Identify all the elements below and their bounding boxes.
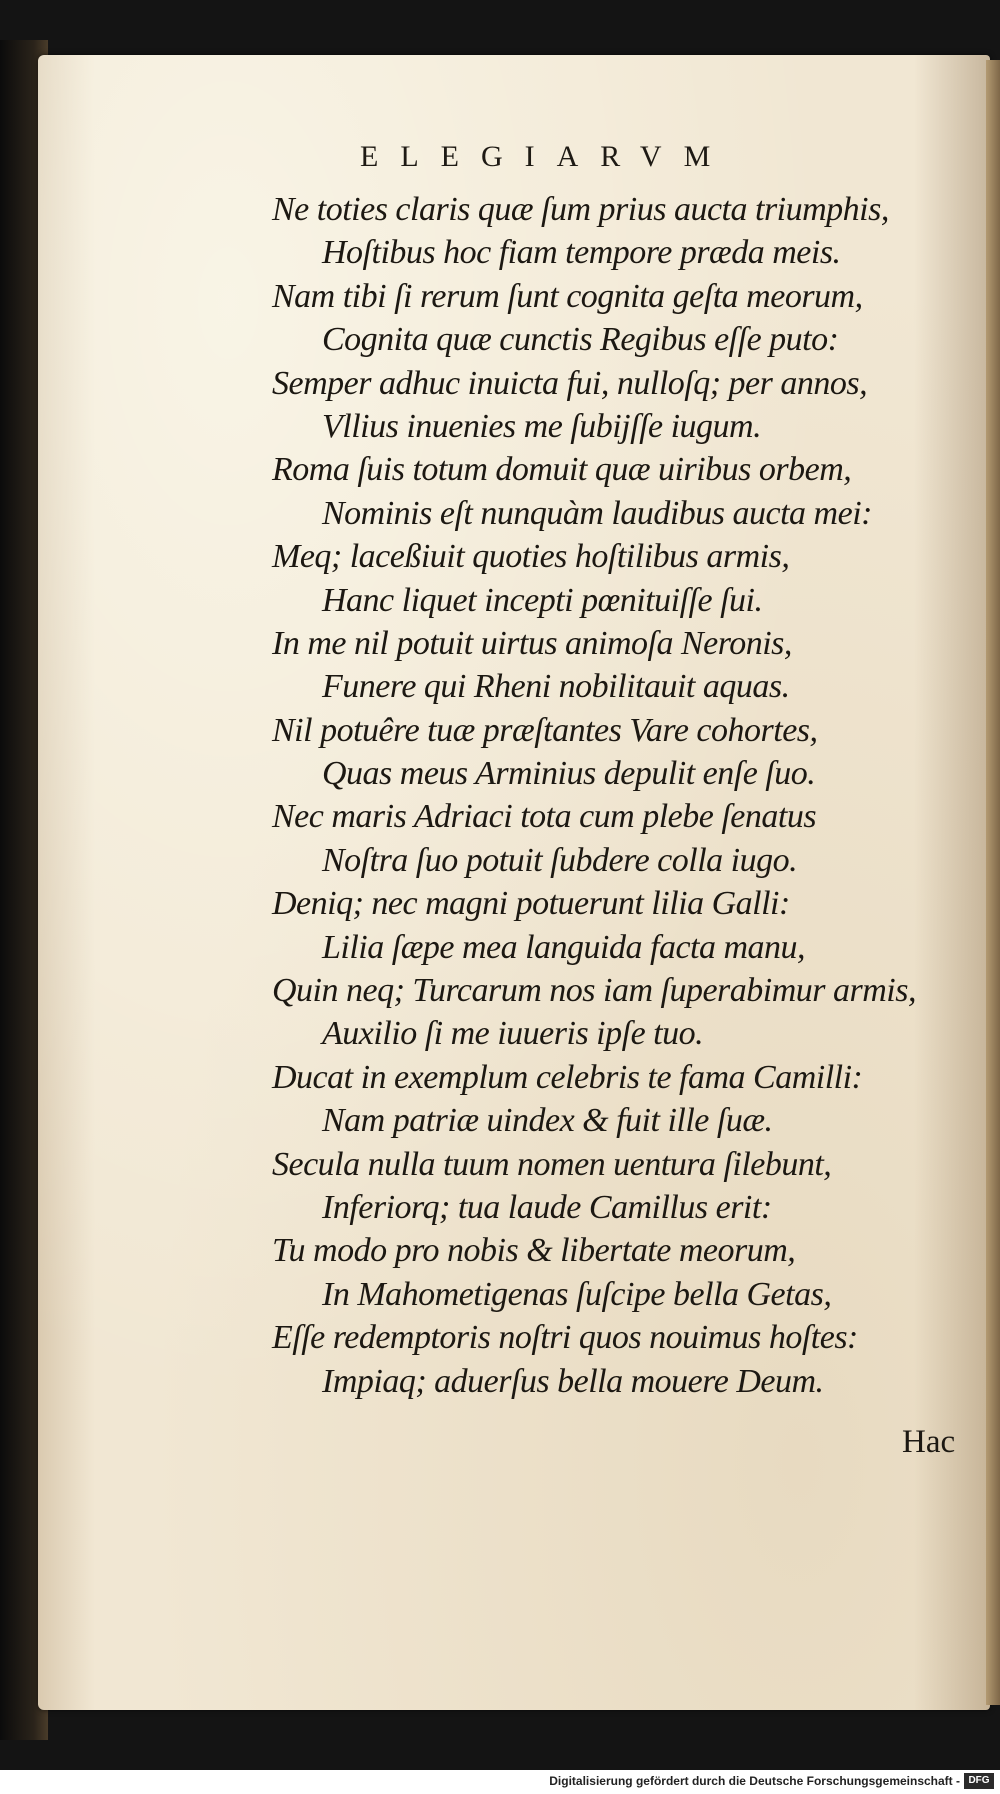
verse-line: Auxilio ſi me iuueris ipſe tuo.: [322, 1015, 704, 1053]
running-head: ELEGIARVM: [360, 140, 733, 173]
verse-line: Nil potuêre tuæ præſtantes Vare cohortes,: [272, 711, 818, 749]
verse-line: Meq; laceßiuit quoties hoſtilibus armis,: [272, 538, 790, 576]
verse-line: Semper adhuc inuicta fui, nulloſq; per annos,: [272, 364, 868, 402]
verse-line: Lilia ſæpe mea languida facta manu,: [322, 928, 806, 966]
verse-line: Ne toties claris quæ ſum prius aucta triumphis,: [272, 191, 889, 228]
verse-line: Inferiorq; tua laude Camillus erit:: [322, 1188, 772, 1226]
digitization-footer: [0, 1770, 1000, 1794]
verse-line: Tu modo pro nobis & libertate meorum,: [272, 1232, 796, 1270]
verse-line: Quas meus Arminius depulit enſe ſuo.: [322, 755, 816, 793]
verse-line: Nam tibi ſi rerum ſunt cognita geſta meorum,: [272, 277, 863, 315]
verse-line: Vllius inuenies me ſubijſſe iugum.: [322, 407, 762, 445]
verse-line: Funere qui Rheni nobilitauit aquas.: [322, 668, 790, 706]
verse-line: Noſtra ſuo potuit ſubdere colla iugo.: [322, 841, 798, 879]
verse-line: Secula nulla tuum nomen uentura ſilebunt,: [272, 1145, 832, 1183]
funding-credit: Digitalisierung gefördert durch die Deutsche Forschungsgemeinschaft -: [549, 1774, 960, 1788]
verse-line: Cognita quæ cunctis Regibus eſſe puto:: [322, 321, 839, 359]
verse-line: Nec maris Adriaci tota cum plebe ſenatus: [272, 798, 817, 836]
verse-line: Eſſe redemptoris noſtri quos nouimus hoſtes:: [272, 1319, 858, 1357]
dfg-logo-icon: DFG: [964, 1773, 994, 1789]
catchword: Hac: [902, 1424, 956, 1460]
verse-line: Nam patriæ uindex & fuit ille ſuæ.: [322, 1102, 773, 1140]
verse-line: Deniq; nec magni potuerunt lilia Galli:: [272, 885, 790, 923]
verse-line: Hanc liquet incepti pœnituiſſe ſui.: [322, 581, 763, 619]
verse-line: Nominis eſt nunquàm laudibus aucta mei:: [322, 494, 872, 532]
verse-line: Hoſtibus hoc fiam tempore præda meis.: [322, 234, 841, 272]
verse-line: Impiaq; aduerſus bella mouere Deum.: [322, 1362, 824, 1400]
verse-line: Roma ſuis totum domuit quæ uiribus orbem,: [272, 451, 852, 489]
poem-text: [0, 188, 1000, 1403]
verse-line: In Mahometigenas ſuſcipe bella Getas,: [322, 1275, 832, 1313]
verse-line: Quin neq; Turcarum nos iam ſuperabimur armis,: [272, 972, 916, 1010]
verse-line: Ducat in exemplum celebris te fama Camilli:: [272, 1058, 863, 1096]
verse-line: In me nil potuit uirtus animoſa Neronis,: [272, 624, 792, 662]
